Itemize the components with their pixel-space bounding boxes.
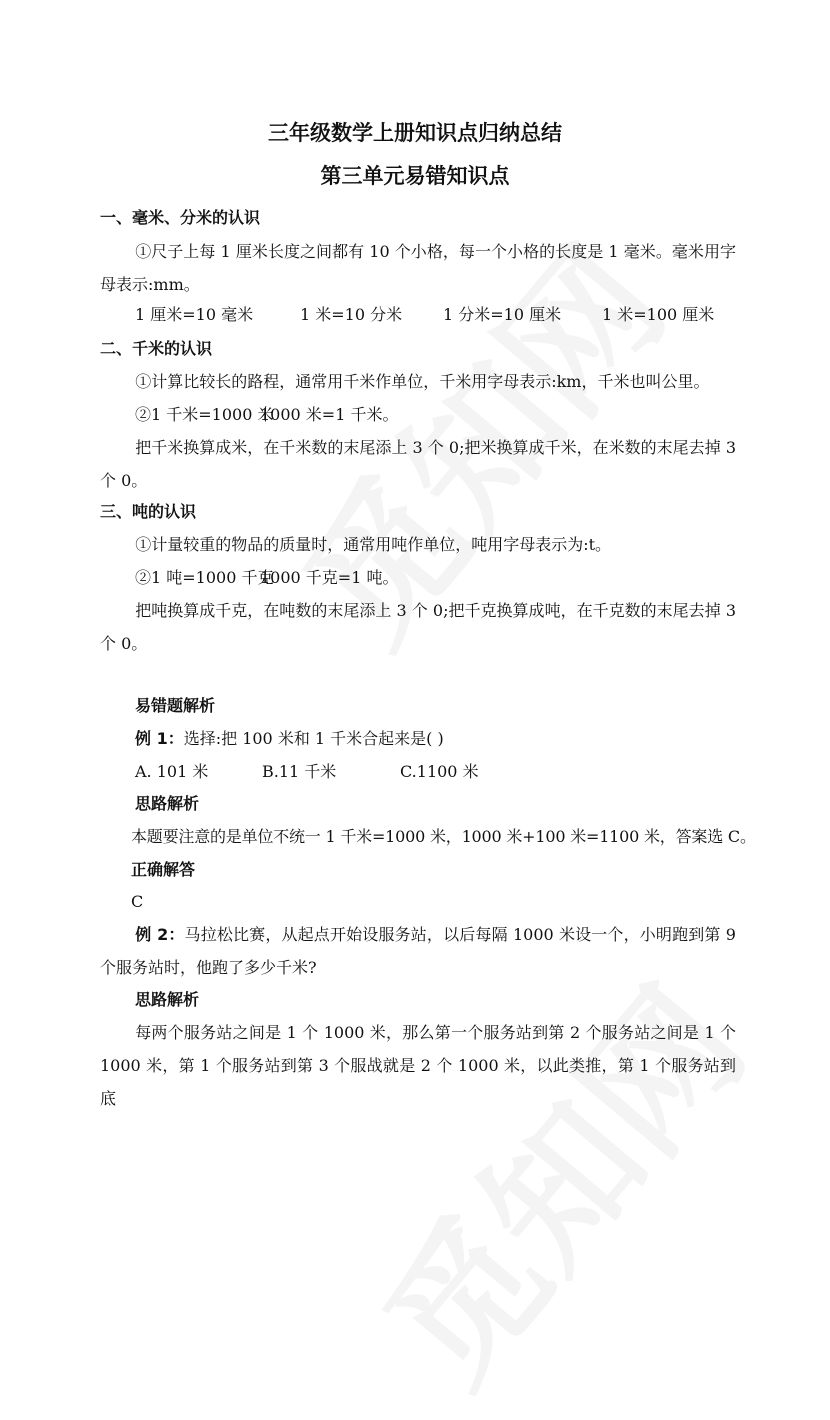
answer-text: C [131, 892, 144, 911]
option: A. 101 米 [135, 762, 209, 781]
paragraph: ①计算比较长的路程，通常用千米作单位，千米用字母表示:km，千米也叫公里。 [135, 372, 710, 391]
page-subtitle: 第三单元易错知识点 [320, 164, 510, 188]
analysis-text: 每两个服务站之间是 1 个 1000 米，那么第一个服务站到第 2 个服务站之间是 1 个 1000 米，第 1 个服务站到第 3 个服战就是 2 个 1000 米，以此类推，第 1 个服务站到底 [100, 1023, 736, 1108]
analysis-text: 本题要注意的是单位不统一 1 千米=1000 米，1000 米+100 米=1100 米，答案选 C。 [131, 827, 756, 846]
section-heading: 一、毫米、分米的认识 [100, 208, 261, 227]
paragraph: ①计量较重的物品的质量时，通常用吨作单位，吨用字母表示为:t。 [135, 535, 612, 554]
example-text: 选择:把 100 米和 1 千米合起来是( ) [183, 729, 444, 748]
conversion: ②1 千米=1000 米 [135, 405, 274, 424]
conversion: 1000 米=1 千米。 [260, 405, 399, 424]
page-title: 三年级数学上册知识点归纳总结 [268, 121, 562, 145]
section-heading: 二、千米的认识 [100, 339, 213, 358]
conversion: 1 米=10 分米 [300, 305, 403, 324]
answer-heading: 正确解答 [131, 860, 196, 879]
options-row [100, 755, 736, 788]
section-heading: 三、吨的认识 [100, 502, 197, 521]
example-1 [135, 722, 771, 755]
example-label: 例 1： [135, 729, 184, 748]
paragraph: 把千米换算成米，在千米数的末尾添上 3 个 0;把米换算成千米，在米数的末尾去掉 3 个 0。 [100, 438, 736, 490]
conversion: ②1 吨=1000 千克 [135, 568, 274, 587]
analysis-heading: 思路解析 [135, 794, 200, 813]
errors-heading: 易错题解析 [135, 696, 216, 715]
example-text: 马拉松比赛，从起点开始设服务站，以后每隔 1000 米设一个，小明跑到第 9 个服务站时，他跑了多少千米? [100, 925, 736, 977]
paragraph: ①尺子上每 1 厘米长度之间都有 10 个小格，每一个小格的长度是 1 毫米。毫米用字母表示:mm。 [100, 242, 736, 294]
conversion: 1 米=100 厘米 [602, 305, 715, 324]
paragraph: 把吨换算成千克，在吨数的末尾添上 3 个 0;把千克换算成吨，在千克数的末尾去掉 3 个 0。 [100, 601, 736, 653]
conversion-row [100, 398, 736, 431]
option: C.1100 米 [400, 762, 479, 781]
conversion: 1 分米=10 厘米 [443, 305, 562, 324]
conversion: 1000 千克=1 吨。 [260, 568, 399, 587]
option: B.11 千米 [262, 762, 337, 781]
example-label: 例 2： [135, 925, 185, 944]
conversion: 1 厘米=10 毫米 [135, 305, 254, 324]
conversion-row [100, 561, 736, 594]
example-2 [100, 918, 736, 984]
conversion-row [100, 298, 736, 331]
analysis-heading: 思路解析 [135, 990, 200, 1009]
